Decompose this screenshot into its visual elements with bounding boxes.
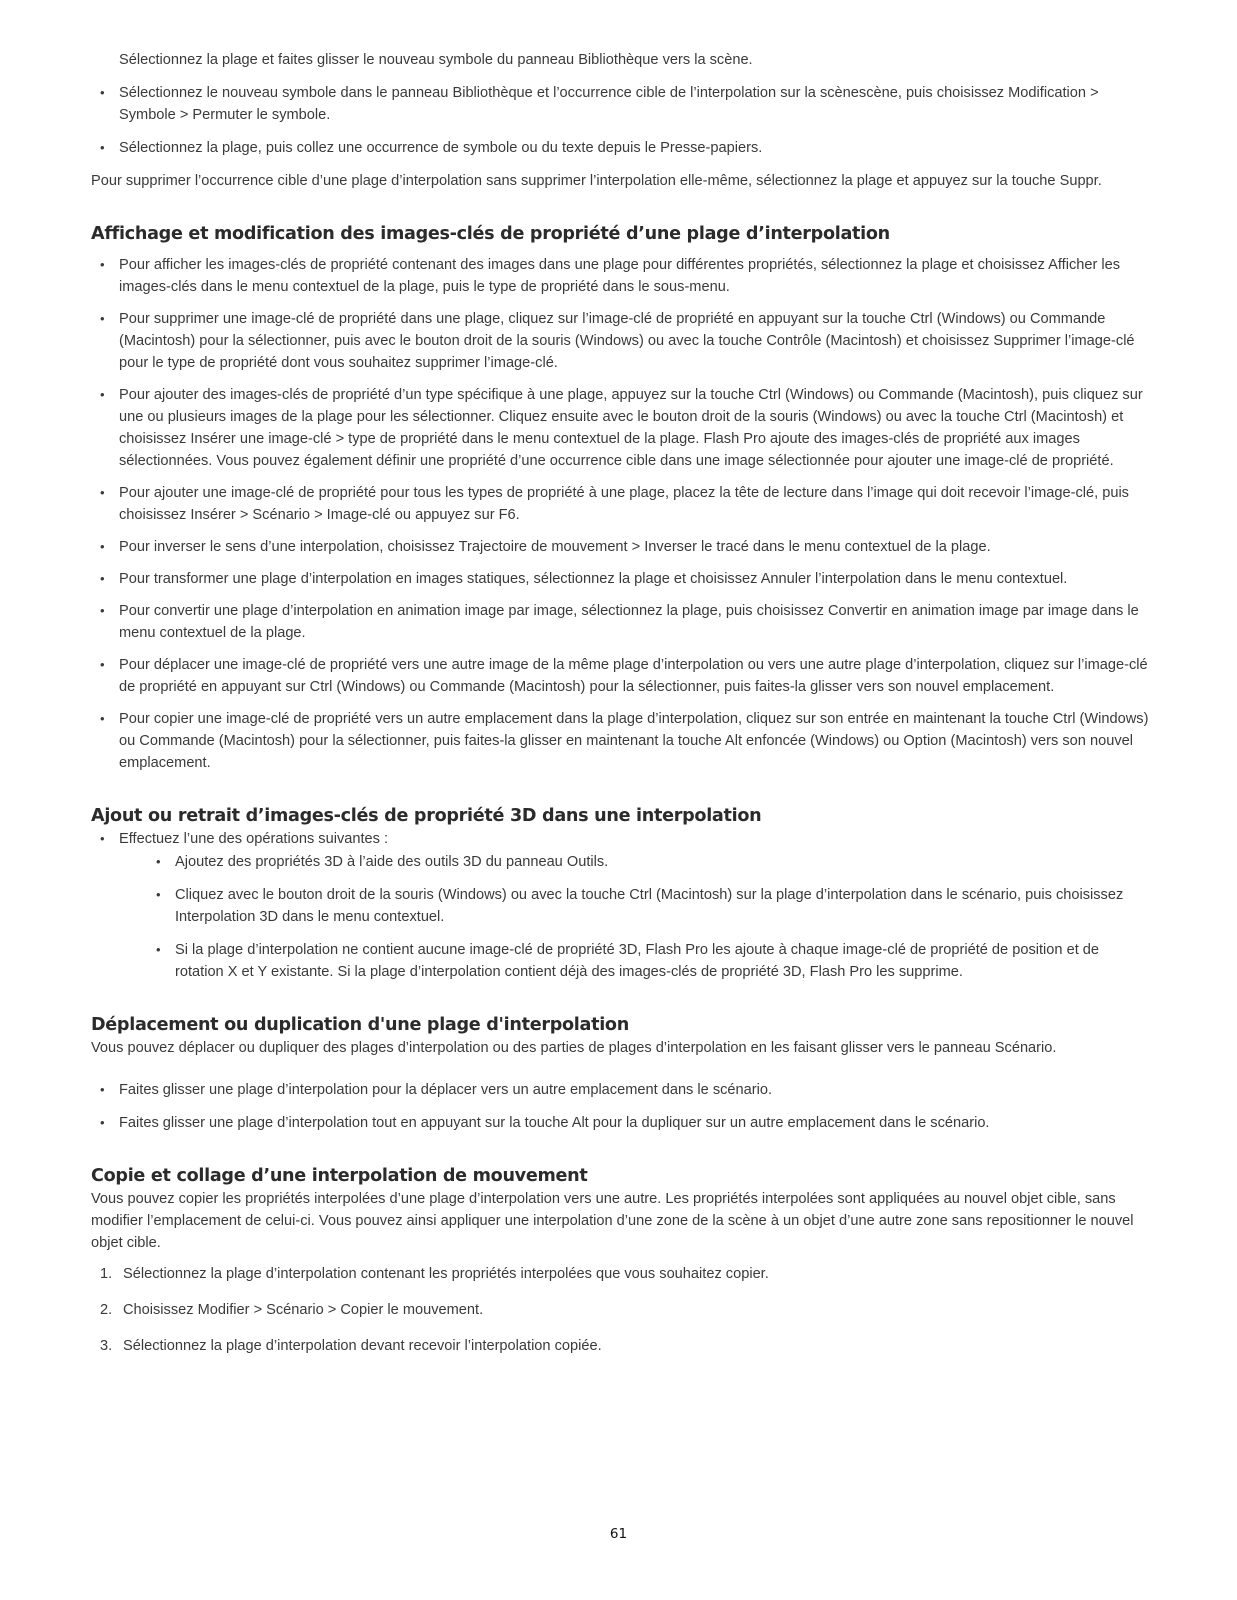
section-heading-3d: Ajout ou retrait d’images-clés de propriété 3D dans une interpolation bbox=[91, 806, 762, 826]
3d-bullet-list bbox=[91, 828, 1151, 983]
intro-bullet-list bbox=[91, 82, 1151, 159]
step-number: 1. bbox=[100, 1266, 113, 1282]
step-item bbox=[91, 1299, 1151, 1321]
list-item: • Faites glisser une plage d’interpolation pour la déplacer vers un autre emplacement dans le scénario. bbox=[91, 1079, 1151, 1101]
step-text: Sélectionnez la plage d’interpolation contenant les propriétés interpolées que vous souhaitez copier. bbox=[123, 1266, 769, 1282]
page-number: 61 bbox=[609, 1526, 628, 1542]
document-page bbox=[91, 0, 1151, 1357]
list-item: • Cliquez avec le bouton droit de la souris (Windows) ou avec la touche Ctrl (Macintosh) sur la plage d’interpolation dans le scénario, puis choisissez Interpolation 3D dans le menu contextuel. bbox=[147, 884, 1151, 928]
list-item: • Pour copier une image-clé de propriété vers un autre emplacement dans la plage d’interpolation, cliquez sur son entrée en maintenant la touche Ctrl (Windows) ou Commande (Macintosh) pour la sélectionner, puis faites-la glisser en maintenant la touche Alt enfoncée (Windows) ou Option (Macintosh) vers son nouvel emplacement. bbox=[91, 708, 1151, 774]
section-heading-keyframes: Affichage et modification des images-clés de propriété d’une plage d’interpolation bbox=[91, 224, 890, 244]
list-item: • Pour ajouter des images-clés de propriété d’un type spécifique à une plage, appuyez sur la touche Ctrl (Windows) ou Commande (Macintosh), puis cliquez sur une ou plusieurs images de la plage pour les sélectionner. Cliquez ensuite avec le bouton droit de la souris (Windows) ou avec la touche Ctrl (Macintosh) et choisissez Insérer une image-clé > type de propriété dans le menu contextuel de la plage. Flash Pro ajoute des images-clés de propriété aux images sélectionnées. Vous pouvez également définir une propriété d’une occurrence cible dans une image sélectionnée pour ajouter une image-clé de propriété. bbox=[91, 384, 1151, 472]
step-text: Sélectionnez la plage d’interpolation devant recevoir l’interpolation copiée. bbox=[123, 1338, 602, 1354]
step-number: 2. bbox=[100, 1302, 113, 1318]
list-item: • Sélectionnez le nouveau symbole dans le panneau Bibliothèque et l’occurrence cible de l’interpolation sur la scènescène, puis choisissez Modification > Symbole > Permuter le symbole. bbox=[91, 82, 1151, 126]
step-item bbox=[91, 1263, 1151, 1285]
move-paragraph: Vous pouvez déplacer ou dupliquer des plages d’interpolation ou des parties de plages d’interpolation en les faisant glisser vers le panneau Scénario. bbox=[91, 1040, 1057, 1056]
step-number: 3. bbox=[100, 1338, 113, 1354]
copy-paragraph: Vous pouvez copier les propriétés interpolées d’une plage d’interpolation vers une autre. Les propriétés interpolées sont appliquées au nouvel objet cible, sans modifier l’emplacement de celui-ci. Vous pouvez ainsi appliquer une interpolation d’une zone de la scène à un objet d’une autre zone sans repositionner le nouvel objet cible. bbox=[91, 1191, 1134, 1251]
list-item: • Pour supprimer une image-clé de propriété dans une plage, cliquez sur l’image-clé de propriété en appuyant sur la touche Ctrl (Windows) ou Commande (Macintosh) pour la sélectionner, puis avec le bouton droit de la souris (Windows) ou avec la touche Contrôle (Macintosh) et choisissez Supprimer l’image-clé pour le type de propriété dont vous souhaitez supprimer l’image-clé. bbox=[91, 308, 1151, 374]
move-bullet-list bbox=[91, 1079, 1151, 1134]
list-item: • Pour inverser le sens d’une interpolation, choisissez Trajectoire de mouvement > Inverser le tracé dans le menu contextuel de la plage. bbox=[91, 536, 1151, 558]
step-text: Choisissez Modifier > Scénario > Copier le mouvement. bbox=[123, 1302, 484, 1318]
keyframes-bullet-list bbox=[91, 254, 1151, 774]
list-item: • Faites glisser une plage d’interpolation tout en appuyant sur la touche Alt pour la dupliquer sur un autre emplacement dans le scénario. bbox=[91, 1112, 1151, 1134]
section-heading-move: Déplacement ou duplication d'une plage d'interpolation bbox=[91, 1015, 629, 1035]
list-item: • Pour convertir une plage d’interpolation en animation image par image, sélectionnez la plage, puis choisissez Convertir en animation image par image dans le menu contextuel de la plage. bbox=[91, 600, 1151, 644]
list-item: • Pour afficher les images-clés de propriété contenant des images dans une plage pour différentes propriétés, sélectionnez la plage et choisissez Afficher les images-clés dans le menu contextuel de la plage, puis le type de propriété dans le sous-menu. bbox=[91, 254, 1151, 298]
list-item: • Pour déplacer une image-clé de propriété vers une autre image de la même plage d’interpolation ou vers une autre plage d’interpolation, cliquez sur l’image-clé de propriété en appuyant sur Ctrl (Windows) ou Commande (Macintosh) pour la sélectionner, puis faites-la glisser vers son nouvel emplacement. bbox=[91, 654, 1151, 698]
list-item bbox=[91, 828, 1151, 983]
list-item-lead: Effectuez l’une des opérations suivantes : bbox=[119, 831, 389, 847]
list-item: • Pour ajouter une image-clé de propriété pour tous les types de propriété à une plage, placez la tête de lecture dans l’image qui doit recevoir l’image-clé, puis choisissez Insérer > Scénario > Image-clé ou appuyez sur F6. bbox=[91, 482, 1151, 526]
section-heading-copy: Copie et collage d’une interpolation de mouvement bbox=[91, 1166, 588, 1186]
list-item: • Si la plage d’interpolation ne contient aucune image-clé de propriété 3D, Flash Pro les ajoute à chaque image-clé de propriété de position et de rotation X et Y existante. Si la plage d’interpolation contient déjà des images-clés de propriété 3D, Flash Pro les supprime. bbox=[147, 939, 1151, 983]
intro-paragraph: Pour supprimer l’occurrence cible d’une plage d’interpolation sans supprimer l’interpolation elle-même, sélectionnez la plage et appuyez sur la touche Suppr. bbox=[91, 173, 1102, 189]
3d-sub-list bbox=[119, 851, 1151, 983]
step-item bbox=[91, 1335, 1151, 1357]
list-item: • Pour transformer une plage d’interpolation en images statiques, sélectionnez la plage et choisissez Annuler l’interpolation dans le menu contextuel. bbox=[91, 568, 1151, 590]
continuation-text: Sélectionnez la plage et faites glisser le nouveau symbole du panneau Bibliothèque vers la scène. bbox=[119, 52, 753, 68]
list-item: • Sélectionnez la plage, puis collez une occurrence de symbole ou du texte depuis le Presse-papiers. bbox=[91, 137, 1151, 159]
copy-steps-list bbox=[91, 1263, 1151, 1357]
list-item: • Ajoutez des propriétés 3D à l’aide des outils 3D du panneau Outils. bbox=[147, 851, 1151, 873]
